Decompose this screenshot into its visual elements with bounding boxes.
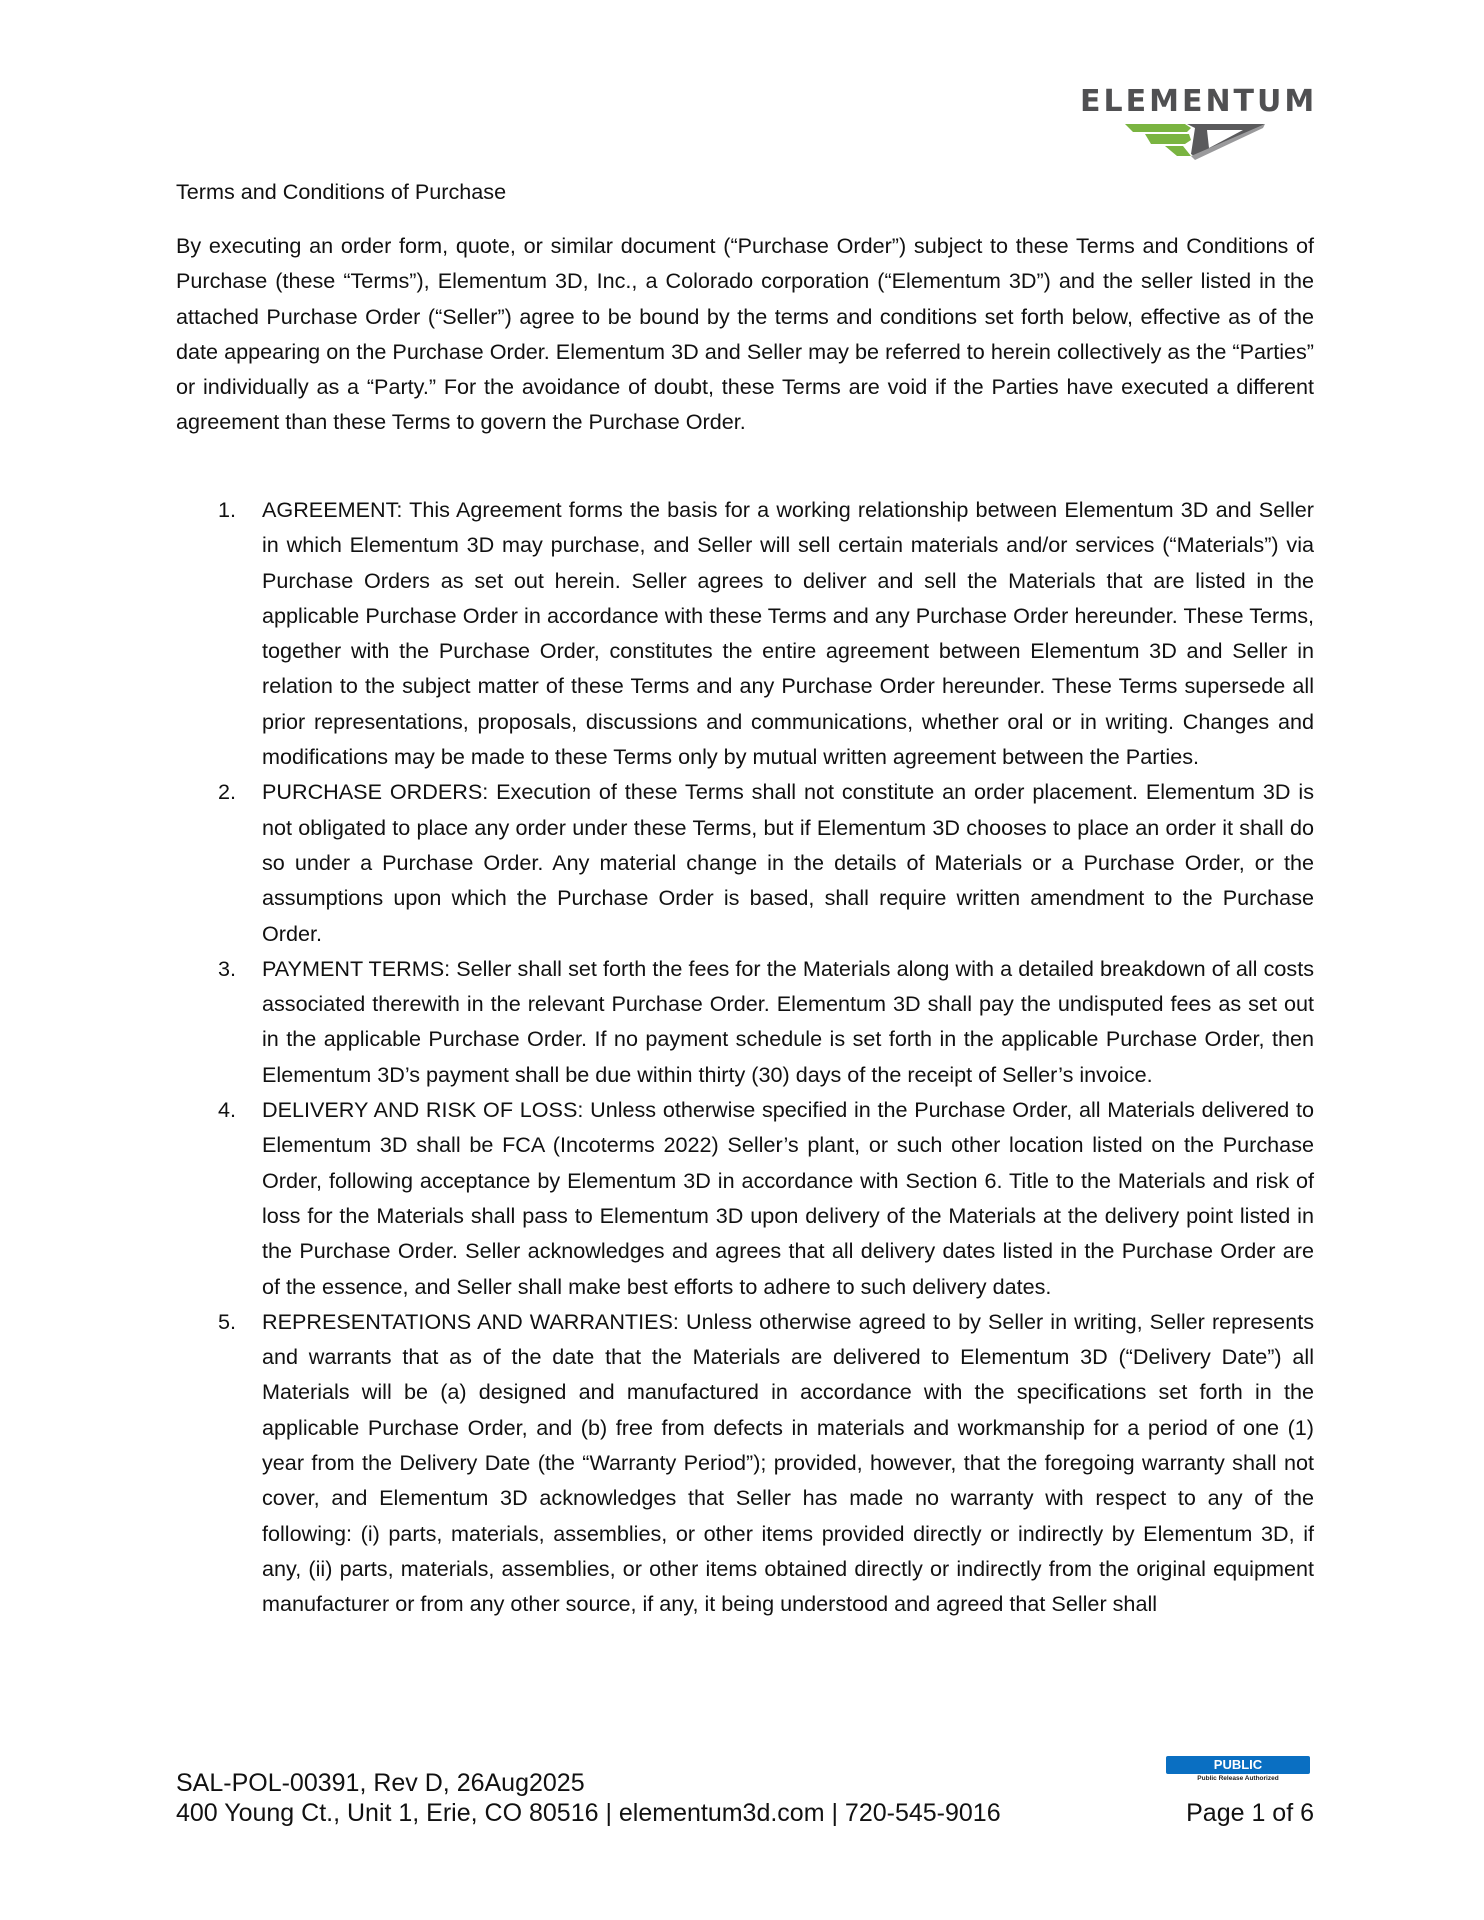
clause-list [176, 492, 1314, 1622]
clause-purchase-orders [176, 774, 1314, 950]
clause-number: 3. [218, 955, 237, 981]
clause-agreement [176, 492, 1314, 774]
public-label: PUBLIC [1166, 1756, 1310, 1774]
clause-text: PAYMENT TERMS: Seller shall set forth the fees for the Materials along with a detailed breakdown of all costs associated therewith in the relevant Purchase Order. Elementum 3D shall pay the undisputed fees as set out in the applicable Purchase Order. If no payment schedule is set forth in the applicable Purchase Order, then Elementum 3D’s payment shall be due within thirty (30) days of the receipt of Seller’s invoice. [262, 955, 1314, 1087]
clause-number: 2. [218, 779, 237, 805]
clause-number: 4. [218, 1097, 237, 1123]
document-id: SAL-POL-00391, Rev D, 26Aug2025 [176, 1769, 585, 1797]
document-title: Terms and Conditions of Purchase [176, 179, 507, 204]
public-sublabel: Public Release Authorized [1197, 1775, 1279, 1782]
clause-representations-warranties [176, 1304, 1314, 1622]
clause-delivery-risk-of-loss [176, 1092, 1314, 1304]
clause-text: DELIVERY AND RISK OF LOSS: Unless otherwise specified in the Purchase Order, all Materials delivered to Elementum 3D shall be FCA (Incoterms 2022) Seller’s plant, or such other location listed on the Purchase Order, following acceptance by Elementum 3D in accordance with Section 6. Title to the Materials and risk of loss for the Materials shall pass to Elementum 3D upon delivery of the Materials at the delivery point listed in the Purchase Order. Seller acknowledges and agrees that all delivery dates listed in the Purchase Order are of the essence, and Seller shall make best efforts to adhere to such delivery dates. [262, 1097, 1314, 1299]
clause-payment-terms [176, 951, 1314, 1092]
clause-number: 5. [218, 1308, 237, 1334]
intro-paragraph: By executing an order form, quote, or similar document (“Purchase Order”) subject to these Terms and Conditions of Purchase (these “Terms”), Elementum 3D, Inc., a Colorado corporation (“Elementum 3D”) and the seller listed in the attached Purchase Order (“Seller”) agree to be bound by the terms and conditions set forth below, effective as of the date appearing on the Purchase Order. Elementum 3D and Seller may be referred to herein collectively as the “Parties” or individually as a “Party.” For the avoidance of doubt, these Terms are void if the Parties have executed a different agreement than these Terms to govern the Purchase Order. [176, 233, 1314, 435]
clause-number: 1. [218, 497, 237, 522]
clause-text: PURCHASE ORDERS: Execution of these Terms shall not constitute an order placement. Elementum 3D is not obligated to place any order under these Terms, but if Elementum 3D chooses to place an order it shall do so under a Purchase Order. Any material change in the details of Materials or a Purchase Order, or the assumptions upon which the Purchase Order is based, shall require written amendment to the Purchase Order. [262, 779, 1314, 946]
page-footer [176, 1768, 1314, 1828]
page-number: Page 1 of 6 [1186, 1799, 1314, 1827]
company-address: 400 Young Ct., Unit 1, Erie, CO 80516 | elementum3d.com | 720-545-9016 [176, 1799, 1001, 1827]
clause-text: REPRESENTATIONS AND WARRANTIES: Unless otherwise agreed to by Seller in writing, Seller represents and warrants that as of the date that the Materials are delivered to Elementum 3D (“Delivery Date”) all Materials will be (a) designed and manufactured in accordance with the specifications set forth in the applicable Purchase Order, and (b) free from defects in materials and workmanship for a period of one (1) year from the Delivery Date (the “Warranty Period”); provided, however, that the foregoing warranty shall not cover, and Elementum 3D acknowledges that Seller has made no warranty with respect to any of the following: (i) parts, materials, assemblies, or other items provided directly or indirectly by Elementum 3D, if any, (ii) parts, materials, assemblies, or other items obtained directly or indirectly from the original equipment manufacturer or from any other source, if any, it being understood and agreed that Seller shall [262, 1308, 1314, 1617]
logo-wordmark: ELEMENTUM [1080, 84, 1318, 119]
elementum-logo [1080, 84, 1318, 162]
clause-text: AGREEMENT: This Agreement forms the basis for a working relationship between Elementum 3D and Seller in which Elementum 3D may purchase, and Seller will sell certain materials and/or services (“Materials”) via Purchase Orders as set out herein. Seller agrees to deliver and sell the Materials that are listed in the applicable Purchase Order in accordance with these Terms and any Purchase Order hereunder. These Terms, together with the Purchase Order, constitutes the entire agreement between Elementum 3D and Seller in relation to the subject matter of these Terms and any Purchase Order hereunder. These Terms supersede all prior representations, proposals, discussions and communications, whether oral or in writing. Changes and modifications may be made to these Terms only by mutual written agreement between the Parties. [262, 497, 1314, 770]
logo-3d-wing-icon [1125, 122, 1265, 160]
